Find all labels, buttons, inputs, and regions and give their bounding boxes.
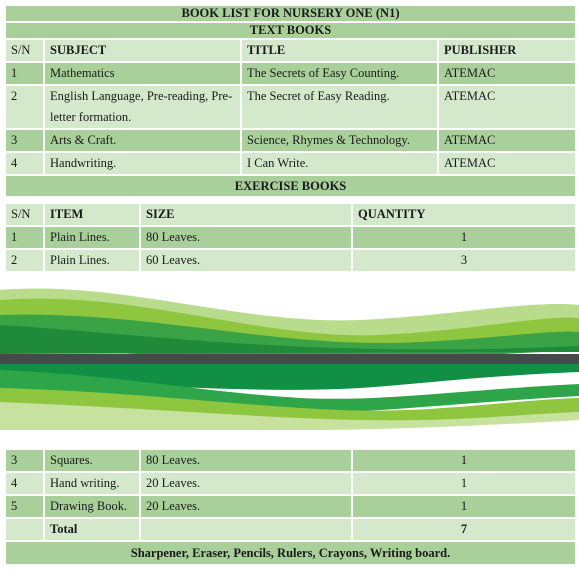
table-row xyxy=(5,495,576,518)
row-item: Plain Lines. xyxy=(44,249,140,272)
row-sn: 1 xyxy=(5,62,44,85)
row-size: 80 Leaves. xyxy=(140,226,352,249)
header-sn: S/N xyxy=(5,203,44,226)
row-sn: 4 xyxy=(5,472,44,495)
total-label: Total xyxy=(44,518,140,541)
row-sn: 4 xyxy=(5,152,44,175)
row-sn: 3 xyxy=(5,449,44,472)
row-size: 60 Leaves. xyxy=(140,249,352,272)
row-item: Plain Lines. xyxy=(44,226,140,249)
header-quantity: QUANTITY xyxy=(352,203,576,226)
total-row xyxy=(5,518,576,541)
header-publisher: PUBLISHER xyxy=(438,39,576,62)
row-publisher: ATEMAC xyxy=(438,129,576,152)
row-sn: 2 xyxy=(5,85,44,129)
row-quantity: 1 xyxy=(352,449,576,472)
header-subject: SUBJECT xyxy=(44,39,241,62)
header-sn: S/N xyxy=(5,39,44,62)
table-row xyxy=(5,249,576,272)
row-subject: Mathematics xyxy=(44,62,241,85)
row-sn: 3 xyxy=(5,129,44,152)
table-header-row xyxy=(5,203,576,226)
row-publisher: ATEMAC xyxy=(438,85,576,129)
row-item: Hand writing. xyxy=(44,472,140,495)
row-publisher: ATEMAC xyxy=(438,152,576,175)
header-title: TITLE xyxy=(241,39,438,62)
row-title: The Secrets of Easy Counting. xyxy=(241,62,438,85)
supplies-note: Sharpener, Eraser, Pencils, Rulers, Crayons, Writing board. xyxy=(5,541,576,565)
row-publisher: ATEMAC xyxy=(438,62,576,85)
page-title: BOOK LIST FOR NURSERY ONE (N1) xyxy=(5,5,576,22)
exercise-books-table xyxy=(4,202,577,273)
exercise-books-table-continued xyxy=(4,448,577,566)
table-row xyxy=(5,449,576,472)
total-value: 7 xyxy=(352,518,576,541)
row-quantity: 1 xyxy=(352,472,576,495)
row-subject: Arts & Craft. xyxy=(44,129,241,152)
row-size: 20 Leaves. xyxy=(140,472,352,495)
row-item: Drawing Book. xyxy=(44,495,140,518)
row-quantity: 3 xyxy=(352,249,576,272)
table-row xyxy=(5,129,576,152)
row-sn: 1 xyxy=(5,226,44,249)
table-row xyxy=(5,472,576,495)
exercise-books-heading: EXERCISE BOOKS xyxy=(5,175,576,197)
header-item: ITEM xyxy=(44,203,140,226)
row-subject: English Language, Pre-reading, Pre-letter formation. xyxy=(44,85,241,129)
text-books-heading: TEXT BOOKS xyxy=(5,22,576,39)
table-row xyxy=(5,226,576,249)
row-size: 80 Leaves. xyxy=(140,449,352,472)
green-wave-banner xyxy=(0,280,579,430)
row-item: Squares. xyxy=(44,449,140,472)
row-title: The Secret of Easy Reading. xyxy=(241,85,438,129)
table-row xyxy=(5,85,576,129)
row-quantity: 1 xyxy=(352,495,576,518)
table-header-row xyxy=(5,39,576,62)
table-row xyxy=(5,62,576,85)
row-quantity: 1 xyxy=(352,226,576,249)
row-size: 20 Leaves. xyxy=(140,495,352,518)
row-title: I Can Write. xyxy=(241,152,438,175)
table-row xyxy=(5,152,576,175)
row-sn: 5 xyxy=(5,495,44,518)
row-title: Science, Rhymes & Technology. xyxy=(241,129,438,152)
header-size: SIZE xyxy=(140,203,352,226)
row-sn: 2 xyxy=(5,249,44,272)
text-books-table xyxy=(4,4,577,198)
row-subject: Handwriting. xyxy=(44,152,241,175)
